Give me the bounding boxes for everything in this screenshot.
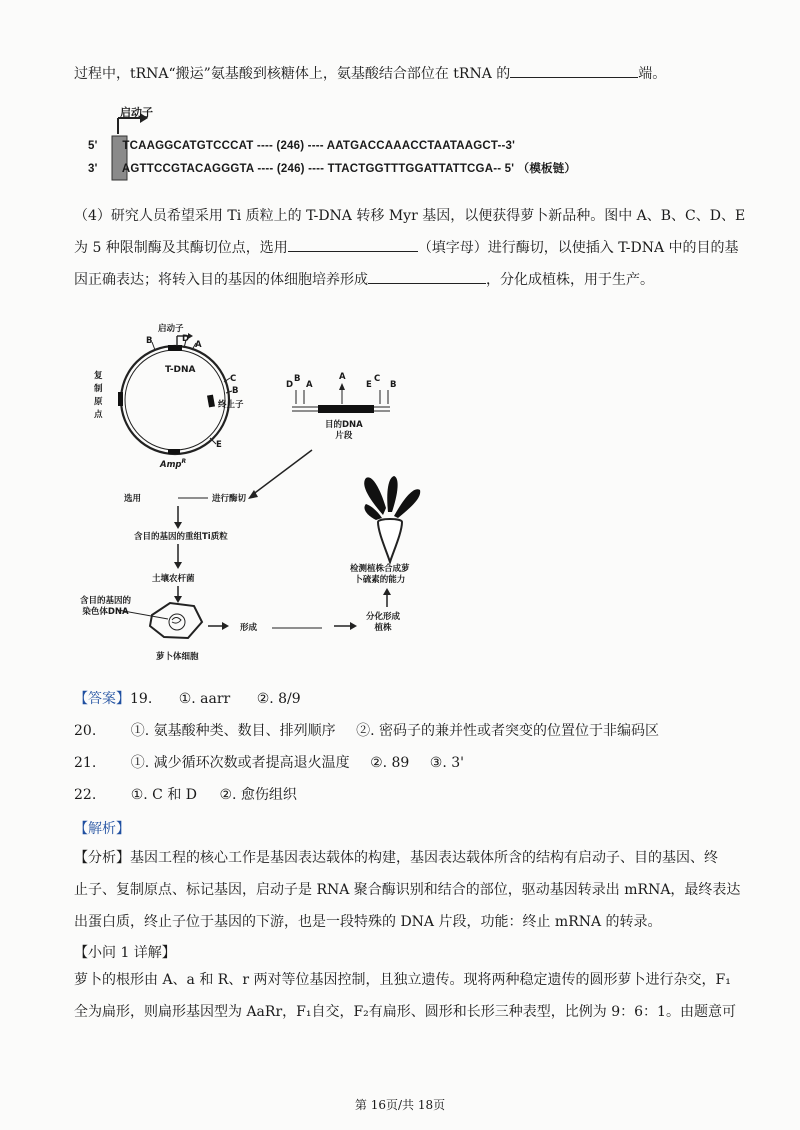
subquestion-1-heading: 【小问 1 详解】 [74,945,176,961]
top-line: 过程中，tRNA“搬运”氨基酸到核糖体上，氨基酸结合部位在 tRNA 的 端。 [74,62,666,86]
strand-top: 5' TCAAGGCATGTCCCAT ---- (246) ---- AATGACCAAACCTAATAAGCT--3' [88,140,516,152]
question-4-line3: 因正确表达；将转入目的基因的体细胞培养形成 ，分化成植株，用于生产。 [74,268,654,292]
promoter-label: 启动子 [120,106,153,119]
chromosome-dna-label: 含目的基因的 染色体DNA [80,596,132,617]
answer-row-21: 21. ①. 减少循环次数或者提高退火温度 ②. 89 ③. 3' [74,755,465,771]
terminator-label: 终止子 [218,400,244,410]
tdna-label: T-DNA [165,365,196,375]
agrobacterium-label: 土壤农杆菌 [152,574,195,584]
frag-site-b-right: B [390,380,397,390]
enzyme-blank[interactable] [288,237,418,252]
culture-blank[interactable] [368,269,486,284]
frag-site-a-left: A [306,380,313,390]
site-b-top: B [146,336,153,346]
frag-site-b-left: B [294,374,301,384]
answer-row-20: 20. ①. 氨基酸种类、数目、排列顺序 ②. 密码子的兼并性或者突变的位置位于非编码区 [74,723,659,739]
promoter-sequence-figure [88,102,608,182]
site-d-top: D [182,334,190,344]
site-b-right: B [232,386,239,396]
analysis-p1-line2: 止子、复制原点、标记基因，启动子是 RNA 聚合酶识别和结合的部位，驱动基因转录出 mRNA，最终表达 [74,882,741,898]
analysis-p2-line2: 全为扁形，则扁形基因型为 AaRr，F₁自交，F₂有扁形、圆形和长形三种表型，比例为 9：6：1。由题意可 [74,1004,736,1020]
select-label: 选用 [124,494,142,504]
page-footer: 第 16页/共 18页 [354,1098,446,1112]
question-4-line1: （4）研究人员希望采用 Ti 质粒上的 T-DNA 转移 Myr 基因，以便获得萝卜新品种。图中 A、B、C、D、E [74,208,746,224]
frag-site-a-mid: A [339,372,346,382]
ti-plasmid-diagram [60,310,490,680]
frag-site-e: E [366,380,372,390]
plasmid-promoter-label: 启动子 [158,324,184,334]
site-e: E [216,440,222,450]
analysis-p1-line3: 出蛋白质，终止子位于基因的下游，也是一段特殊的 DNA 片段，功能：终止 mRNA 的转录。 [74,914,662,930]
question-4-line2: 为 5 种限制酶及其酶切位点，选用 （填字母）进行酶切，以使插入 T-DNA 中的目的基 [74,236,739,260]
cut-label: 进行酶切 [212,494,247,504]
target-dna-label: 目的DNA 片段 [325,420,363,441]
analysis-p1-line1: 【分析】基因工程的核心工作是基因表达载体的构建，基因表达载体所含的结构有启动子、目的基因、终 [74,850,718,866]
origin-label: 复 制 原 点 [94,371,103,420]
detect-label: 检测植株合成萝 卜硫素的能力 [350,564,410,585]
answer-blank[interactable] [510,63,638,78]
differentiate-label: 分化形成 植株 [366,612,401,633]
amp-label: Amp$^R$ [160,458,187,470]
form-label: 形成 [240,623,258,633]
recombinant-plasmid-label: 含目的基因的重组Ti质粒 [134,532,228,542]
frag-site-d: D [286,380,294,390]
site-c-right: C [230,374,237,384]
analysis-p2-line1: 萝卜的根形由 A、a 和 R、r 两对等位基因控制，且独立遗传。现将两种稳定遗传的圆形萝卜进行杂交，F₁ [74,972,731,988]
radish-cell-label: 萝卜体细胞 [156,652,199,662]
answer-row-22: 22. ①. C 和 D ②. 愈伤组织 [74,787,297,803]
strand-bottom: 3' AGTTCCGTACAGGGTA ---- (246) ---- TTACTGGTTTGGATTATTCGA-- 5' （模板链） [88,163,577,175]
analysis-tag: 【解析】 [74,821,130,837]
frag-site-c: C [374,374,381,384]
site-a-top: A [195,340,202,350]
answer-row-19: 【答案】19. ①. aarr ②. 8/9 [74,691,301,707]
